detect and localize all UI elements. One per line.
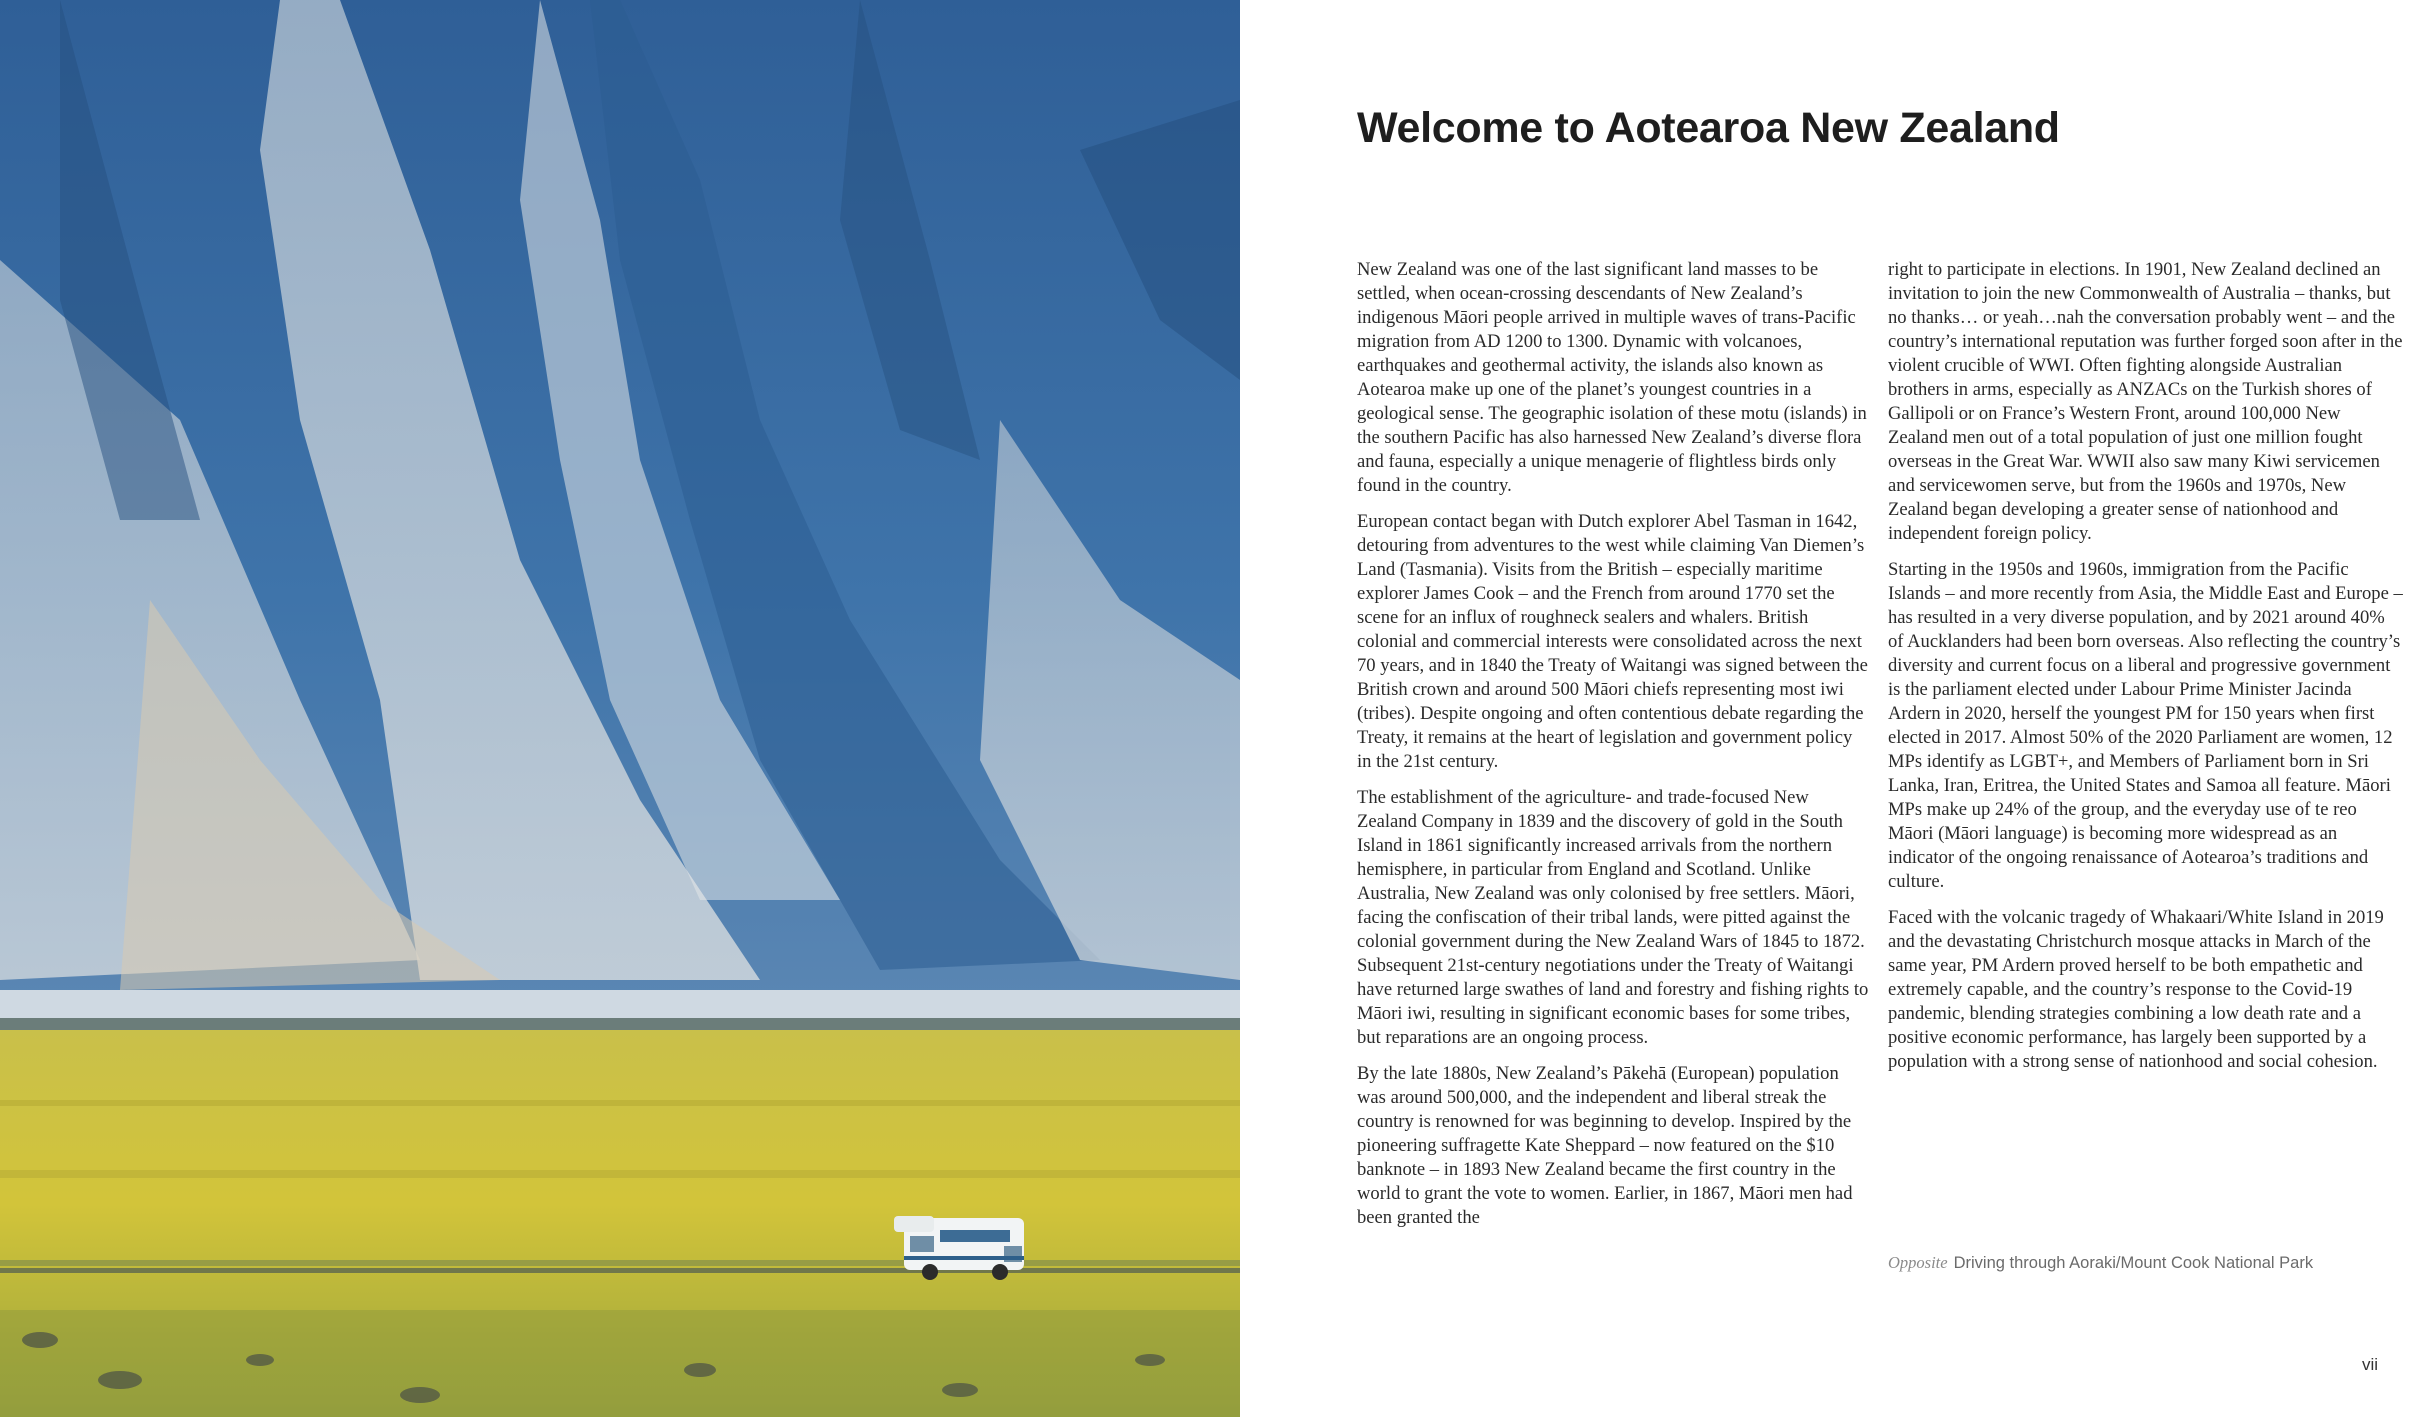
caption-text: Driving through Aoraki/Mount Cook National Park bbox=[1953, 1254, 2314, 1272]
text-page bbox=[1240, 0, 2432, 1417]
text-column-left bbox=[1357, 258, 1869, 1242]
page-title: Welcome to Aotearoa New Zealand bbox=[1357, 104, 2060, 152]
paragraph: right to participate in elections. In 1901, New Zealand declined an invitation to join the new Commonwealth of Australia – thanks, but no thanks… or yeah…nah the conversation probably went – and the country’s international reputation was further forged soon after in the violent crucible of WWI. Often fighting alongside Australian brothers in arms, especially as ANZACs on the Turkish shores of Gallipoli or on France’s Western Front, around 100,000 New Zealand men out of a total population of just one million fought overseas in the Great War. WWII also saw many Kiwi servicemen and servicewomen serve, but from the 1960s and 1970s, New Zealand began developing a greater sense of nationhood and independent foreign policy. bbox=[1888, 259, 2403, 544]
text-column-right bbox=[1888, 258, 2403, 1086]
paragraph: Starting in the 1950s and 1960s, immigration from the Pacific Islands – and more recently from Asia, the Middle East and Europe – has resulted in a very diverse population, and by 2021 around 40% of Aucklanders had been born overseas. Also reflecting the country’s diversity and current focus on a liberal and progressive government is the parliament elected under Labour Prime Minister Jacinda Ardern in 2020, herself the youngest PM for 150 years when first elected in 2017. Almost 50% of the 2020 Parliament are women, 12 MPs identify as LGBT+, and Members of Parliament born in Sri Lanka, Iran, Eritrea, the United States and Samoa all feature. Māori MPs make up 24% of the group, and the everyday use of te reo Māori (Māori language) is becoming more widespread as an indicator of the ongoing renaissance of Aotearoa’s traditions and culture. bbox=[1888, 559, 2403, 892]
paragraph: New Zealand was one of the last significant land masses to be settled, when ocean-crossing descendants of New Zealand’s indigenous Māori people arrived in multiple waves of trans-Pacific migration from AD 1200 to 1300. Dynamic with volcanoes, earthquakes and geothermal activity, the islands also known as Aotearoa make up one of the planet’s youngest countries in a geological sense. The geographic isolation of these motu (islands) in the southern Pacific has also harnessed New Zealand’s diverse flora and fauna, especially a unique menagerie of flightless birds only found in the country. bbox=[1357, 259, 1867, 496]
paragraph: European contact began with Dutch explorer Abel Tasman in 1642, detouring from adventures to the west while claiming Van Diemen’s Land (Tasmania). Visits from the British – especially maritime explorer James Cook – and the French from around 1770 set the scene for an influx of roughneck sealers and whalers. British colonial and commercial interests were consolidated across the next 70 years, and in 1840 the Treaty of Waitangi was signed between the British crown and around 500 Māori chiefs representing most iwi (tribes). Despite ongoing and often contentious debate regarding the Treaty, it remains at the heart of legislation and government policy in the 21st century. bbox=[1357, 511, 1868, 772]
paragraph: By the late 1880s, New Zealand’s Pākehā (European) population was around 500,000, and the independent and liberal streak the country is renowned for was beginning to develop. Inspired by the pioneering suffragette Kate Sheppard – now featured on the $10 banknote – in 1893 New Zealand became the first country in the world to grant the vote to women. Earlier, in 1867, Māori men had been granted the bbox=[1357, 1063, 1853, 1228]
paragraph: Faced with the volcanic tragedy of Whakaari/White Island in 2019 and the devastating Christchurch mosque attacks in March of the same year, PM Ardern proved herself to be both empathetic and extremely capable, and the country’s response to the Covid-19 pandemic, blending strategies combining a low death rate and a positive economic performance, has largely been supported by a population with a strong sense of nationhood and social cohesion. bbox=[1888, 907, 2384, 1072]
caption-label: Opposite bbox=[1888, 1253, 1948, 1272]
paragraph: The establishment of the agriculture- and trade-focused New Zealand Company in 1839 and the discovery of gold in the South Island in 1861 significantly increased arrivals from the northern hemisphere, in particular from England and Scotland. Unlike Australia, New Zealand was only colonised by free settlers. Māori, facing the confiscation of their tribal lands, were pitted against the colonial government during the New Zealand Wars of 1845 to 1872. Subsequent 21st-century negotiations under the Treaty of Waitangi have returned large swathes of land and forestry and fishing rights to Māori iwi, resulting in significant economic bases for some tribes, but reparations are an ongoing process. bbox=[1357, 787, 1869, 1048]
page-number: vii bbox=[2362, 1355, 2379, 1374]
photo-caption bbox=[1888, 1253, 2313, 1273]
